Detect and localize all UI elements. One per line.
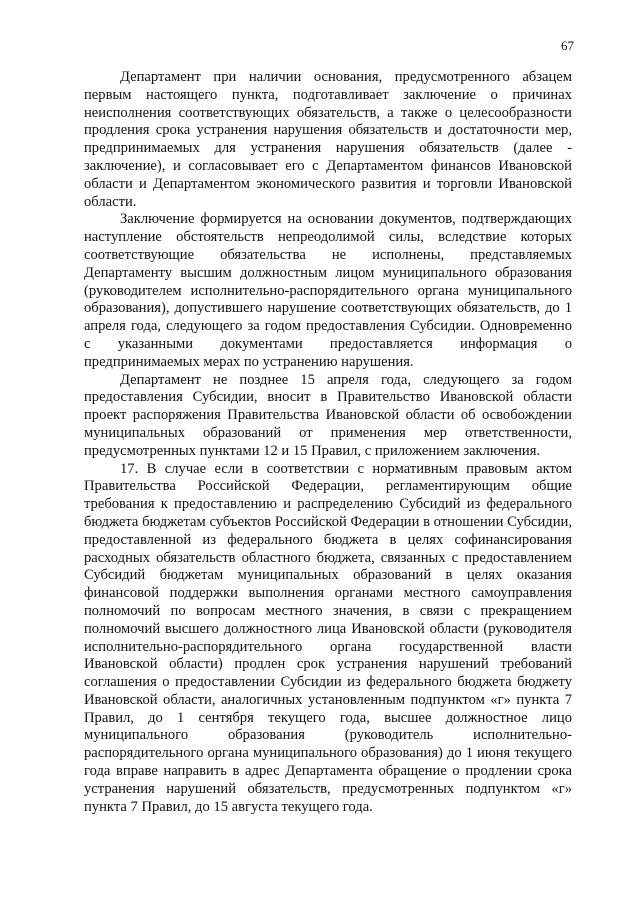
paragraph-government-submission: Департамент не позднее 15 апреля года, следующего за годом предоставления Субсидии, вносит в Правительство Ивановской области проект распоряжения Правительства Ивановской области об освобождении муниципальных образований от применения мер ответственности, предусмотренных пунктами 12 и 15 Правил, с приложением заключения. [84,371,572,459]
paragraph-clause-17: 17. В случае если в соответствии с нормативным правовым актом Правительства Российской Федерации, регламентирующим общие требования к предоставлению и распределению Субсидий из федерального бюджета бюджетам субъектов Российской Федерации в отношении Субсидии, предоставленной из федерального бюджета в целях софинансирования расходных обязательств областного бюджета, связанных с предоставлением Субсидий бюджетам муниципальных образований в целях оказания финансовой поддержки выполнения органами местного самоуправления полномочий по вопросам местного значения, в связи с прекращением полномочий высшего должностного лица Ивановской области (руководителя исполнительно-распорядительного органа государственной власти Ивановской области) продлен срок устранения нарушений требований соглашения о предоставлении Субсидии из федерального бюджета бюджету Ивановской области, аналогичных установленным подпунктом «г» пункта 7 Правил, до 1 сентября текущего года, высшее должностное лицо муниципального образования (руководитель исполнительно-распорядительного органа муниципального образования) до 1 июня текущего года вправе направить в адрес Департамента обращение о продлении срока устранения нарушений обязательств, предусмотренных подпунктом «г» пункта 7 Правил, до 15 августа текущего года. [84,460,572,815]
document-body [84,69,572,816]
page-number: 67 [561,38,574,53]
paragraph-conclusion-basis: Заключение формируется на основании документов, подтверждающих наступление обстоятельств непреодолимой силы, вследствие которых соответствующие обязательства не исполнены, представляемых Департаменту высшим должностным лицом муниципального образования (руководителем исполнительно-распорядительного органа муниципального образования), допустившего нарушение соответствующих обязательств, до 1 апреля года, следующего за годом предоставления Субсидии. Одновременно с указанными документами предоставляется информация о предпринимаемых мерах по устранению нарушения. [84,211,572,370]
paragraph-conclusion-preparation: Департамент при наличии основания, предусмотренного абзацем первым настоящего пункта, подготавливает заключение о причинах неисполнения соответствующих обязательств, а также о целесообразности продления срока устранения нарушения обязательств и достаточности мер, предпринимаемых для устранения нарушения обязательств (далее - заключение), и согласовывает его с Департаментом финансов Ивановской области и Департаментом экономического развития и торговли Ивановской области. [84,69,572,210]
